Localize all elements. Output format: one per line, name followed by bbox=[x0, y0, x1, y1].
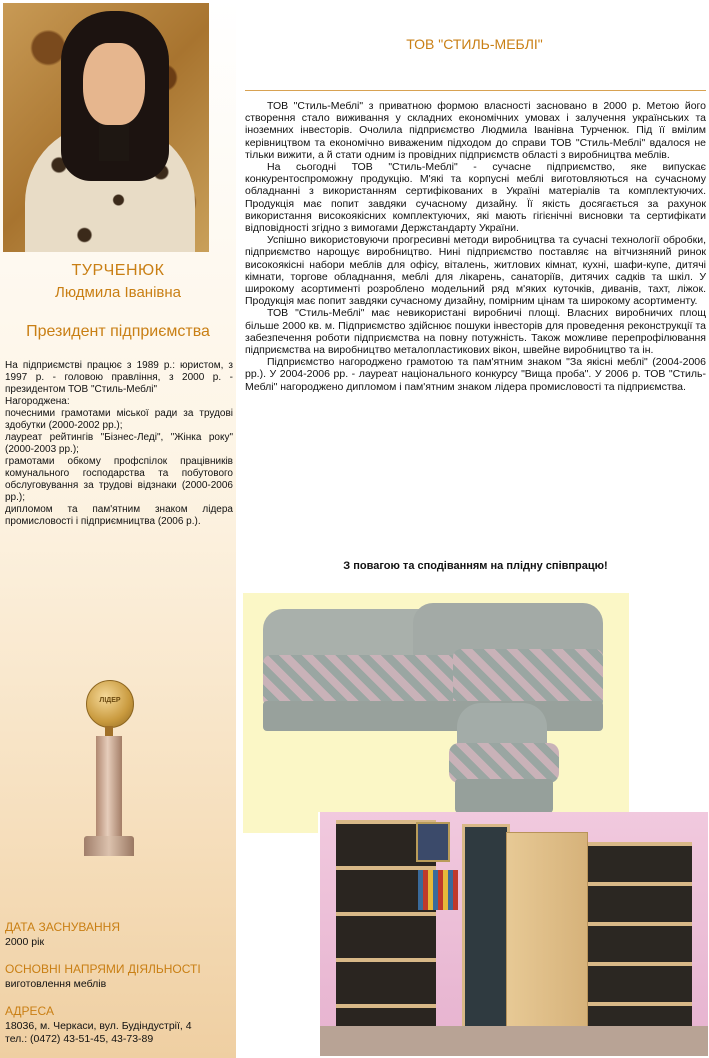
article-paragraph: На сьогодні ТОВ "Стиль-Меблі" - сучасне підприємство, яке випускає конкурентоспроможну продукцію. М'які та корпусні меблі виготовляються на сучасному обладнанні з використанням сертифікованих в Україні матеріалів та комплектуючих. Продукція має попит завдяки сучасному дизайну. Її якість досягається за рахунок використання високоякісних комплектуючих, які мають гігієнічні висновки та сертифікати відповідності згідно з вимогами Держстандарту України. bbox=[245, 161, 706, 235]
president-portrait bbox=[3, 3, 209, 252]
title-divider bbox=[245, 90, 706, 91]
president-bio bbox=[5, 360, 233, 528]
phone-line: тел.: (0472) 43-51-45, 43-73-89 bbox=[5, 1033, 154, 1045]
bio-line: грамотами обкому профспілок працівників комунального господарства та побутового обслуговування за трудові відзнаки (2000-2006 рр.); bbox=[5, 456, 233, 503]
sidebar bbox=[0, 0, 236, 1058]
bio-line: дипломом та пам'ятним знаком лідера промисловості і підприємництва (2006 р.). bbox=[5, 504, 233, 527]
article-body bbox=[245, 100, 706, 393]
award-column bbox=[96, 736, 122, 836]
glass-cabinet bbox=[462, 824, 510, 1030]
president-last-name: ТУРЧЕНЮК bbox=[71, 262, 165, 279]
company-title: ТОВ "СТИЛЬ-МЕБЛІ" bbox=[406, 36, 543, 52]
leader-award-image bbox=[82, 680, 138, 860]
founded-label: ДАТА ЗАСНУВАННЯ bbox=[5, 920, 121, 934]
award-medal-label: ЛІДЕР bbox=[99, 697, 121, 704]
bio-line: почесними грамотами міської ради за трудові здобутки (2000-2002 рр.); bbox=[5, 408, 233, 431]
address-line: 18036, м. Черкаси, вул. Будіндустрії, 4 bbox=[5, 1020, 192, 1032]
president-role: Президент підприємства bbox=[26, 323, 210, 340]
article-paragraph: ТОВ "Стиль-Меблі" з приватною формою власності засновано в 2000 р. Метою його створення стало виживання у складних економічних умовах і залучення українських та іноземних інвесторів. Очолила підприємство Людмила Іванівна Турченюк. Під її вмілим керівництвом та економічно виваженим підходом до справи ТОВ "Стиль-Меблі" вдалося не тільки вижити, а й стати одним із провідних підприємств області з виробництва меблів. bbox=[245, 100, 706, 161]
framed-picture bbox=[416, 822, 450, 862]
award-medal bbox=[86, 680, 134, 728]
activity-value: виготовлення меблів bbox=[5, 978, 107, 990]
article-paragraph: Успішно використовуючи прогресивні методи виробництва та сучасні технології обробки, підприємство нарощує виробництво. Нині підприємство поставляє на вітчизняний ринок високоякісні набори меблів для офісу, віталень, житлових кімнат, кухні, шафи-купе, дитячі кімнати, торгове обладнання, меблі для лікарень, санаторіїв, дитячих садків та шкіл. У широкому асортименті розроблено модельний ряд м'яких куточків, диванів, тахт, ліжок. Продукція має попит завдяки сучасному дизайну, помірним цінам та широкому асортименту. bbox=[245, 234, 706, 308]
article-paragraph: ТОВ "Стиль-Меблі" має невикористані виробничі площі. Власних виробничих площ більше 2000 кв. м. Підприємство здійснює пошуки інвесторів для проведення реконструкції та забезпечення роботи підприємства на повну потужність. Також можливе перепрофілювання підприємства на виробництво металопластикових вікон, швейне виробництво та ін. bbox=[245, 307, 706, 357]
closing-line: З повагою та сподіванням на плідну співпрацю! bbox=[343, 560, 608, 572]
book-row bbox=[418, 870, 458, 910]
activity-label: ОСНОВНІ НАПРЯМИ ДІЯЛЬНОСТІ bbox=[5, 962, 201, 976]
bio-line: На підприємстві працює з 1989 р.: юристом, з 1997 р. - головою правління, з 2000 р. - президентом ТОВ "Стиль-Меблі" bbox=[5, 360, 233, 395]
founded-value: 2000 рік bbox=[5, 936, 45, 948]
wardrobe-door bbox=[506, 832, 588, 1034]
right-bookshelf bbox=[588, 842, 692, 1042]
corner-sofa-photo bbox=[243, 593, 629, 833]
address-label: АДРЕСА bbox=[5, 1004, 54, 1018]
cabinet-furniture-photo bbox=[318, 812, 708, 1056]
article-paragraph: Підприємство нагороджено грамотою та пам'ятним знаком "За якісні меблі" (2004-2006 рр.). У 2004-2006 рр. - лауреат національного конкурсу "Вища проба". У 2006 р. ТОВ "Стиль-Меблі" нагороджено дипломом і пам'ятним знаком лідера промисловості та підприємства. bbox=[245, 356, 706, 393]
award-base bbox=[84, 836, 134, 856]
president-first-name: Людмила Іванівна bbox=[55, 284, 181, 301]
bio-line: лауреат рейтингів "Бізнес-Леді", "Жінка року" (2000-2003 рр.); bbox=[5, 432, 233, 455]
bio-line: Нагороджена: bbox=[5, 396, 70, 407]
